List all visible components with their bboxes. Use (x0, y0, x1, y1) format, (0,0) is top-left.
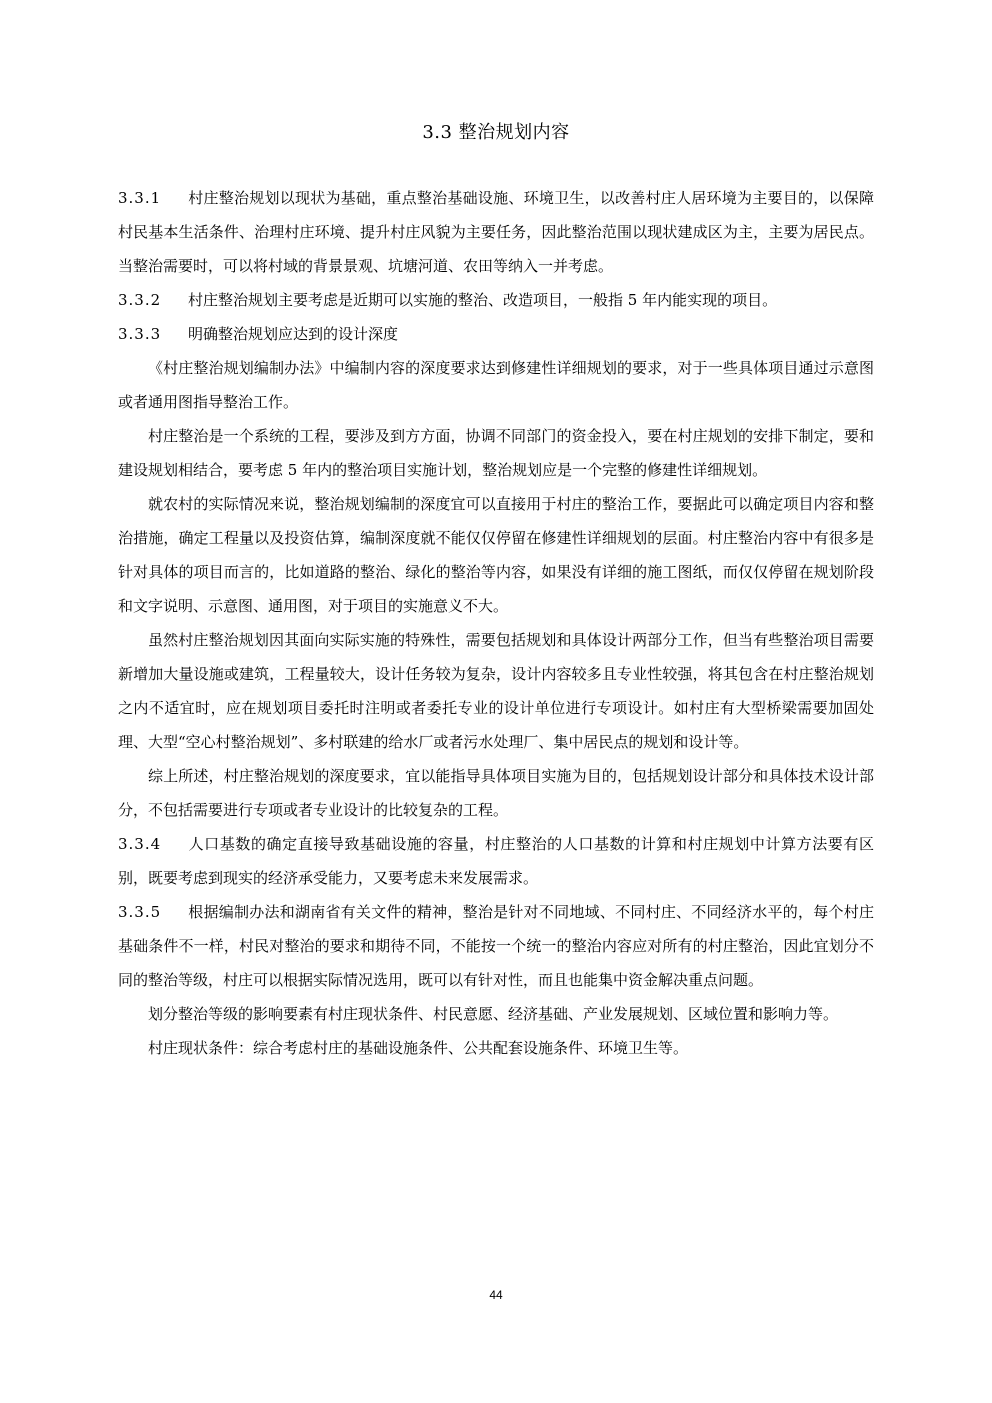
body-text (118, 181, 874, 1065)
section-title: 3.3 整治规划内容 (422, 122, 570, 143)
paragraph: 就农村的实际情况来说，整治规划编制的深度宜可以直接用于村庄的整治工作，要据此可以确定项目内容和整治措施，确定工程量以及投资估算，编制深度就不能仅仅停留在修建性详细规划的层面。村庄整治内容中有很多是针对具体的项目而言的，比如道路的整治、绿化的整治等内容，如果没有详细的施工图纸，而仅仅停留在规划阶段和文字说明、示意图、通用图，对于项目的实施意义不大。 (118, 495, 874, 615)
paragraph-text: 根据编制办法和湖南省有关文件的精神，整治是针对不同地域、不同村庄、不同经济水平的，每个村庄基础条件不一样，村民对整治的要求和期待不同，不能按一个统一的整治内容应对所有的村庄整治，因此宜划分不同的整治等级，村庄可以根据实际情况选用，既可以有针对性，而且也能集中资金解决重点问题。 (118, 903, 874, 989)
paragraph-3-3-4 (118, 827, 874, 895)
paragraph: 村庄整治是一个系统的工程，要涉及到方方面，协调不同部门的资金投入，要在村庄规划的安排下制定，要和建设规划相结合，要考虑 5 年内的整治项目实施计划，整治规划应是一个完整的修建性详细规划。 (118, 427, 874, 479)
page-number: 44 (489, 1288, 503, 1302)
paragraph: 虽然村庄整治规划因其面向实际实施的特殊性，需要包括规划和具体设计两部分工作，但当有些整治项目需要新增加大量设施或建筑，工程量较大，设计任务较为复杂，设计内容较多且专业性较强，将其包含在村庄整治规划之内不适宜时，应在规划项目委托时注明或者委托专业的设计单位进行专项设计。如村庄有大型桥梁需要加固处理、大型“空心村整治规划”、多村联建的给水厂或者污水处理厂、集中居民点的规划和设计等。 (118, 631, 874, 751)
paragraph-3-3-5 (118, 895, 874, 997)
paragraph-text: 村庄整治规划主要考虑是近期可以实施的整治、改造项目，一般指 5 年内能实现的项目。 (188, 291, 778, 309)
clause-number: 3.3.2 (118, 291, 162, 309)
clause-number: 3.3.4 (118, 835, 162, 853)
clause-number: 3.3.5 (118, 903, 162, 921)
paragraph: 《村庄整治规划编制办法》中编制内容的深度要求达到修建性详细规划的要求，对于一些具体项目通过示意图或者通用图指导整治工作。 (118, 359, 874, 411)
paragraph-text: 明确整治规划应达到的设计深度 (188, 325, 399, 343)
paragraph: 综上所述，村庄整治规划的深度要求，宜以能指导具体项目实施为目的，包括规划设计部分和具体技术设计部分，不包括需要进行专项或者专业设计的比较复杂的工程。 (118, 767, 874, 819)
paragraph-text: 人口基数的确定直接导致基础设施的容量，村庄整治的人口基数的计算和村庄规划中计算方法要有区别，既要考虑到现实的经济承受能力，又要考虑未来发展需求。 (118, 835, 874, 887)
paragraph: 划分整治等级的影响要素有村庄现状条件、村民意愿、经济基础、产业发展规划、区域位置和影响力等。 (148, 1005, 839, 1023)
paragraph-3-3-1 (118, 181, 874, 283)
paragraph-3-3-2 (118, 283, 874, 317)
clause-number: 3.3.3 (118, 325, 162, 343)
clause-number: 3.3.1 (118, 189, 162, 207)
paragraph-text: 村庄整治规划以现状为基础，重点整治基础设施、环境卫生，以改善村庄人居环境为主要目的，以保障村民基本生活条件、治理村庄环境、提升村庄风貌为主要任务，因此整治范围以现状建成区为主，主要为居民点。当整治需要时，可以将村域的背景景观、坑塘河道、农田等纳入一并考虑。 (118, 189, 874, 275)
paragraph: 村庄现状条件：综合考虑村庄的基础设施条件、公共配套设施条件、环境卫生等。 (148, 1039, 689, 1057)
paragraph-3-3-3 (118, 317, 874, 351)
